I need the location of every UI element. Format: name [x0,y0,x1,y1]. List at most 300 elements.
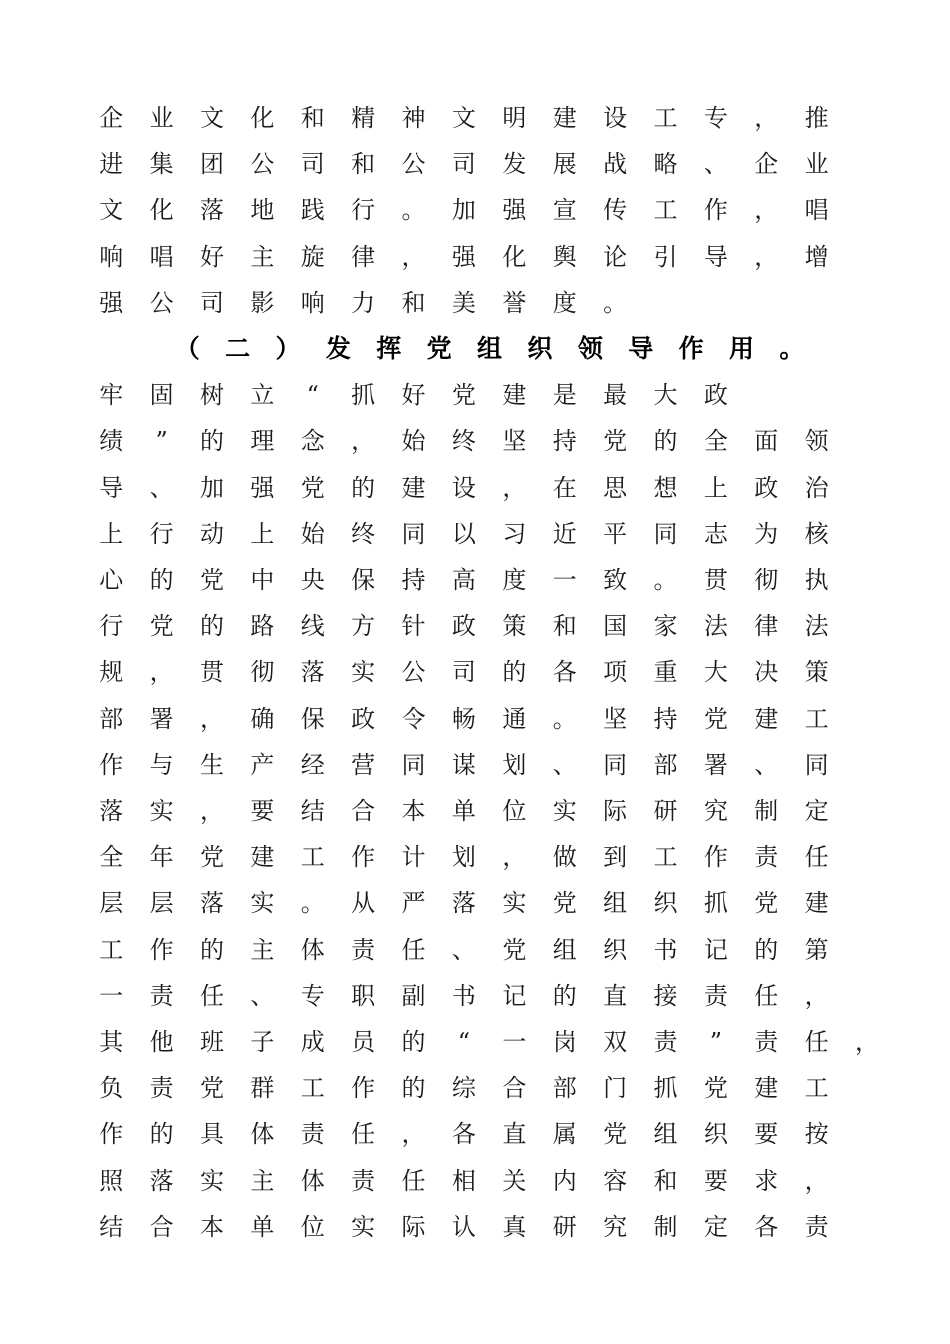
text-char: 企 [99,104,124,132]
text-char: 作 [99,750,124,779]
text-char: 落 [199,196,224,225]
text-char: 固 [149,381,174,410]
text-char: 副 [401,981,426,1010]
text-char: 年 [149,843,174,872]
text-char: 究 [603,1212,628,1241]
text-char: 工 [653,104,678,132]
text-char: 实 [199,1166,224,1195]
text-char: ， [502,473,527,502]
text-char: 强 [250,473,275,502]
text-char: 任 [754,981,779,1010]
text-char: 责 [703,981,728,1010]
text-char: 旋 [300,242,325,271]
text-char: 工 [99,935,124,964]
text-char: 思 [603,473,628,502]
text-char: 美 [451,288,476,317]
body-text-line [86,1025,892,1059]
text-char: 群 [250,1074,275,1103]
text-char: 部 [552,1074,577,1103]
text-char: 组 [477,334,503,363]
text-char: 重 [653,658,678,687]
text-char: 始 [300,519,325,548]
text-char: ， [754,242,779,271]
text-char: 和 [653,1166,678,1195]
text-char: 践 [300,196,325,225]
text-char: 建 [250,843,275,872]
text-char: 为 [754,519,779,548]
text-char: 发 [325,334,351,363]
text-char: 上 [99,519,124,548]
text-char: 公 [401,658,426,687]
text-char: 大 [703,658,728,687]
text-char: 政 [703,381,728,410]
text-char: 确 [250,704,275,733]
text-char: 略 [653,150,678,179]
text-char: ， [199,704,224,733]
text-char: 。 [552,704,577,733]
text-char: 针 [401,612,426,641]
text-char: ， [149,658,174,687]
text-char: “ [306,381,319,410]
text-char: 政 [754,473,779,502]
text-char: 建 [552,104,577,132]
text-char: 任 [401,1166,426,1195]
text-char: 织 [527,334,553,363]
text-char: 项 [603,658,628,687]
text-char: 近 [552,519,577,548]
text-char: 中 [250,566,275,594]
text-char: 的 [199,427,224,456]
text-char: 落 [451,889,476,918]
text-char: 划 [451,843,476,872]
body-text-line [86,886,842,920]
text-char: 结 [300,797,325,825]
text-char: 策 [804,658,829,687]
text-char: 牢 [99,381,124,410]
text-char: 业 [149,104,174,132]
text-char: 党 [754,889,779,918]
text-char: 织 [603,935,628,964]
text-char: 司 [451,150,476,179]
text-char: 树 [199,381,224,410]
text-char: 任 [804,843,829,872]
text-char: 记 [703,935,728,964]
text-char: 同 [401,750,426,779]
text-char: 政 [351,704,376,733]
text-char: 。 [401,196,426,225]
text-char: 舆 [552,242,577,271]
text-char: 地 [250,196,275,225]
text-char: 责 [653,1028,678,1056]
section-heading [162,332,817,366]
text-char: 党 [603,427,628,456]
text-char: 结 [99,1212,124,1241]
text-char: 。 [603,288,628,317]
text-char: 规 [99,658,124,687]
text-char: 从 [351,889,376,918]
text-char: 第 [804,935,829,964]
text-char: ， [855,1028,880,1056]
text-char: 行 [351,196,376,225]
text-char: 主 [250,1166,275,1195]
text-char: 署 [149,704,174,733]
text-char: 组 [653,1120,678,1149]
text-char: 主 [250,935,275,964]
body-text-line [86,147,842,181]
text-char: 产 [250,750,275,779]
text-char: 要 [754,1120,779,1149]
text-char: 制 [653,1212,678,1241]
body-text-line [86,471,842,505]
text-char: 组 [603,889,628,918]
text-char: 导 [99,473,124,502]
text-char: 领 [804,427,829,456]
text-char: 、 [451,935,476,964]
text-char: 彻 [250,658,275,687]
text-char: 际 [603,797,628,825]
text-char: “ [457,1028,471,1056]
text-char: （ [174,334,200,363]
text-char: 作 [351,1074,376,1103]
text-char: 的 [502,658,527,687]
text-char: 、 [250,981,275,1010]
text-char: 法 [703,612,728,641]
text-char: 国 [603,612,628,641]
text-char: 推 [804,104,829,132]
text-char: 传 [603,196,628,225]
text-char: 建 [804,889,829,918]
text-char: 责 [149,1074,174,1103]
text-char: 工 [300,843,325,872]
text-char: 落 [149,1166,174,1195]
text-char: 坚 [603,704,628,733]
text-char: 各 [552,658,577,687]
text-char: 负 [99,1074,124,1103]
text-char: 任 [401,935,426,964]
text-char: 一 [99,981,124,1010]
text-char: 和 [401,288,426,317]
text-char: 理 [250,427,275,456]
text-char: 专 [300,981,325,1010]
text-char: ， [754,196,779,225]
text-char: 的 [149,1120,174,1149]
text-char: 实 [351,658,376,687]
text-char: 责 [754,843,779,872]
text-char: 司 [199,288,224,317]
text-char: 党 [300,473,325,502]
text-char: 层 [99,889,124,918]
text-char: 真 [502,1212,527,1241]
text-char: 方 [351,612,376,641]
text-char: 作 [149,935,174,964]
text-char: ， [401,242,426,271]
body-text-line [86,748,842,782]
text-char: 领 [577,334,603,363]
text-char: 用 [728,334,754,363]
text-char: 实 [250,889,275,918]
text-char: 集 [149,150,174,179]
text-char: 接 [653,981,678,1010]
text-char: 计 [401,843,426,872]
text-char: 的 [351,473,376,502]
text-char: 本 [199,1212,224,1241]
text-char: 合 [149,1212,174,1241]
text-char: 始 [401,427,426,456]
text-char: 严 [401,889,426,918]
text-char: 建 [502,381,527,410]
text-char: 定 [703,1212,728,1241]
text-char: 责 [351,1166,376,1195]
body-text-line [86,655,842,689]
text-char: ， [199,797,224,825]
text-char: 、 [703,150,728,179]
text-char: 一 [502,1028,527,1056]
text-char: 持 [401,566,426,594]
text-char: 化 [502,242,527,271]
text-char: 企 [754,150,779,179]
text-char: 要 [250,797,275,825]
text-char: 以 [451,519,476,548]
text-char: 终 [351,519,376,548]
text-char: 实 [552,797,577,825]
text-char: 内 [552,1166,577,1195]
text-char: 立 [250,381,275,410]
text-char: 战 [603,150,628,179]
text-char: 各 [451,1120,476,1149]
text-char: 作 [351,843,376,872]
text-char: 实 [149,797,174,825]
text-char: 党 [703,704,728,733]
text-char: 具 [199,1120,224,1149]
text-char: 和 [552,612,577,641]
text-char: 班 [199,1028,224,1056]
text-char: 挥 [376,334,402,363]
body-text-line [86,840,842,874]
text-char: 动 [199,519,224,548]
text-char: 单 [451,797,476,825]
text-char: 持 [653,704,678,733]
text-char: 部 [99,704,124,733]
text-char: 直 [603,981,628,1010]
text-char: 工 [653,196,678,225]
text-char: 属 [552,1120,577,1149]
text-char: 各 [754,1212,779,1241]
text-char: 和 [351,150,376,179]
text-char: 央 [300,566,325,594]
text-char: 工 [804,1074,829,1103]
text-char: 律 [351,242,376,271]
text-char: 保 [300,704,325,733]
text-char: 上 [703,473,728,502]
text-char: 设 [603,104,628,132]
text-char: 上 [250,519,275,548]
text-char: 建 [401,473,426,502]
text-char: 度 [552,288,577,317]
text-char: 政 [451,612,476,641]
text-char: 念 [300,427,325,456]
text-char: 论 [603,242,628,271]
text-char: 到 [603,843,628,872]
text-char: 经 [300,750,325,779]
text-char: 力 [351,288,376,317]
text-char: 作 [678,334,704,363]
body-text-line [86,1117,842,1151]
text-char: 成 [300,1028,325,1056]
text-char: 位 [502,797,527,825]
text-char: 职 [351,981,376,1010]
text-char: 治 [804,473,829,502]
text-char: 层 [149,889,174,918]
text-char: 同 [653,519,678,548]
text-char: 双 [603,1028,628,1056]
text-char: 关 [502,1166,527,1195]
text-char: 党 [502,935,527,964]
text-char: 研 [552,1212,577,1241]
text-char: 抓 [653,1074,678,1103]
text-char: 的 [401,1028,426,1056]
text-char: 求 [754,1166,779,1195]
text-char: 、 [552,750,577,779]
text-char: 司 [300,150,325,179]
text-char: 贯 [199,658,224,687]
body-text-line [86,424,842,458]
text-char: 在 [552,473,577,502]
text-char: 任 [199,981,224,1010]
text-char: 党 [703,1074,728,1103]
text-char: 明 [502,104,527,132]
text-char: 与 [149,750,174,779]
text-char: 致 [603,566,628,594]
body-text-line [86,517,842,551]
text-char: 畅 [451,704,476,733]
text-char: 宣 [552,196,577,225]
text-char: 公 [401,150,426,179]
text-char: 要 [703,1166,728,1195]
text-char: 导 [703,242,728,271]
text-char: 加 [199,473,224,502]
text-char: 按 [804,1120,829,1149]
text-char: 任 [804,1028,829,1056]
text-char: 合 [502,1074,527,1103]
text-char: 党 [199,566,224,594]
text-char: 位 [300,1212,325,1241]
text-char: 主 [250,242,275,271]
text-char: 织 [653,889,678,918]
body-text-line [86,1164,842,1198]
text-char: 子 [250,1028,275,1056]
text-char: ） [275,334,301,363]
text-char: 合 [351,797,376,825]
text-char: 同 [401,519,426,548]
text-char: ， [502,843,527,872]
text-char: 党 [426,334,452,363]
text-char: 同 [603,750,628,779]
text-char: 强 [451,242,476,271]
text-char: 、 [754,750,779,779]
text-char: 工 [300,1074,325,1103]
text-char: 作 [99,1120,124,1149]
text-char: 司 [451,658,476,687]
text-char: 作 [703,843,728,872]
text-char: 党 [199,1074,224,1103]
text-char: 好 [199,242,224,271]
text-char: 实 [351,1212,376,1241]
text-char: ， [804,981,829,1010]
text-char: 其 [99,1028,124,1056]
text-char: 誉 [502,288,527,317]
text-char: 引 [653,242,678,271]
text-char: 设 [451,473,476,502]
text-char: 书 [653,935,678,964]
text-char: 团 [199,150,224,179]
text-char: 度 [502,566,527,594]
text-char: 建 [754,1074,779,1103]
text-char: 文 [99,196,124,225]
text-char: 响 [99,242,124,271]
text-char: 法 [804,612,829,641]
text-char: 岗 [552,1028,577,1056]
text-char: 好 [401,381,426,410]
text-char: 际 [401,1212,426,1241]
text-char: 党 [451,381,476,410]
body-text-line [86,286,640,320]
text-char: 唱 [804,196,829,225]
text-char: 党 [603,1120,628,1149]
text-char: 部 [653,750,678,779]
text-char: 体 [300,1166,325,1195]
text-char: 面 [754,427,779,456]
text-char: 进 [99,150,124,179]
text-char: 的 [552,981,577,1010]
text-char: 直 [502,1120,527,1149]
text-char: 责 [351,935,376,964]
body-text-line [86,609,842,643]
text-char: 责 [804,1212,829,1241]
text-char: 保 [351,566,376,594]
text-char: 责 [149,981,174,1010]
text-char: 。 [779,334,805,363]
text-char: 工 [804,704,829,733]
text-char: 决 [754,658,779,687]
text-char: 心 [99,566,124,594]
text-char: 志 [703,519,728,548]
text-char: ” [709,1028,723,1056]
text-char: 抓 [351,381,376,410]
text-char: 体 [300,935,325,964]
text-char: 强 [99,288,124,317]
text-char: 想 [653,473,678,502]
text-char: 贯 [703,566,728,594]
body-text-line [86,240,842,274]
text-char: 责 [754,1028,779,1056]
text-char: 平 [603,519,628,548]
text-char: 落 [99,797,124,825]
text-char: 增 [804,242,829,271]
text-char: 展 [552,150,577,179]
text-char: 书 [451,981,476,1010]
text-char: 高 [451,566,476,594]
text-char: 员 [351,1028,376,1056]
text-char: 落 [199,889,224,918]
text-char: 谋 [451,750,476,779]
text-char: 本 [401,797,426,825]
text-char: 线 [300,612,325,641]
text-char: 体 [250,1120,275,1149]
text-char: 全 [703,427,728,456]
text-char: 。 [653,566,678,594]
text-char: 公 [250,150,275,179]
text-char: 文 [451,104,476,132]
